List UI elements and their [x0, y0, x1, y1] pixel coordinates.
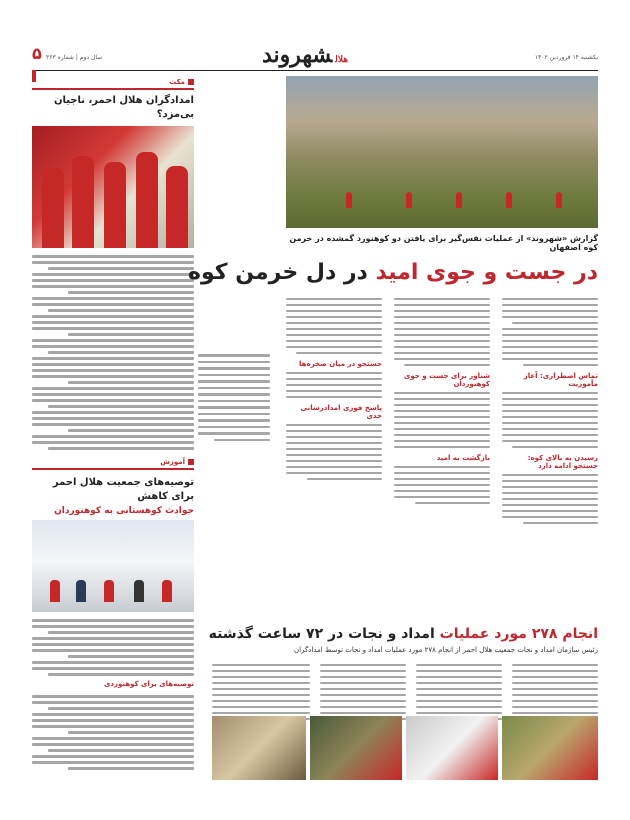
- sidebar-title: امدادگران هلال احمر، ناجیان بی‌مزد؟: [53, 95, 194, 120]
- square-icon: [188, 79, 194, 85]
- sidebar-subtitle-2: حوادث کوهستانی به کوهنوردان: [54, 506, 194, 516]
- rescue-photo-4: [212, 716, 306, 780]
- sidebar-body-text: [32, 248, 194, 450]
- subhead-5: بازگشت به امید: [436, 454, 490, 462]
- mountaineers-photo: [32, 520, 194, 612]
- section-tag: مکث: [32, 76, 194, 90]
- square-icon: [188, 459, 194, 465]
- sidebar-body-text-2: [32, 612, 194, 676]
- rescue-photo-3: [310, 716, 402, 780]
- bottom-lead: رئیس سازمان امداد و نجات جمعیت هلال احمر از انجام ۲۷۸ مورد عملیات امداد و نجات توسط امدادگران: [294, 646, 598, 654]
- logo: هلالشهروند: [261, 42, 348, 68]
- page-number: ۵: [32, 44, 42, 63]
- section-tag-2: آموزش: [32, 456, 194, 470]
- rescue-photo-2: [406, 716, 498, 780]
- issue-date: یکشنبه ۱۴ فروردین ۱۴۰۲: [534, 54, 598, 61]
- subhead-4: پاسخ فوری امدادرسانی جدی: [300, 404, 382, 420]
- sidebar-body-text-3: [32, 688, 194, 770]
- subhead-3: جستجو در میان صخره‌ها: [299, 360, 382, 368]
- article-columns: [286, 294, 598, 594]
- subhead-6: رسیدن به بالای کوه: جستجو ادامه دارد: [527, 454, 598, 470]
- sidebar-column: [32, 76, 194, 808]
- sidebar-red-subhead: توصیه‌های برای کوهنوردی: [103, 680, 194, 688]
- bottom-photos: [212, 716, 598, 780]
- photo-caption: گزارش «شهروند» از عملیات نفس‌گیر برای یافتن دو کوهنورد گمشده در خرمن کوه اصفهان: [289, 234, 598, 252]
- subhead-1: تماس اضطراری: آغاز مأموریت: [523, 372, 598, 388]
- mountain-photo: [286, 76, 598, 228]
- main-headline: در جست و جوی امید در دل خرمن کوه: [188, 260, 598, 285]
- main-article: [188, 76, 598, 594]
- rescue-photo-1: [502, 716, 598, 780]
- bottom-article: [208, 624, 598, 738]
- rescuers-photo: [32, 126, 194, 248]
- sidebar-title-2: توصیه‌های جمعیت هلال احمر برای کاهش: [52, 477, 194, 502]
- subhead-2: شناور برای جست و جوی کوهنوردان: [403, 372, 490, 388]
- bottom-headline: انجام ۲۷۸ مورد عملیات امداد و نجات در ۷۲ ساعت گذشته: [208, 626, 598, 642]
- narrow-column: [198, 350, 270, 445]
- issue-number: سال دوم | شماره ۳۶۳: [46, 54, 103, 61]
- masthead: [32, 40, 598, 71]
